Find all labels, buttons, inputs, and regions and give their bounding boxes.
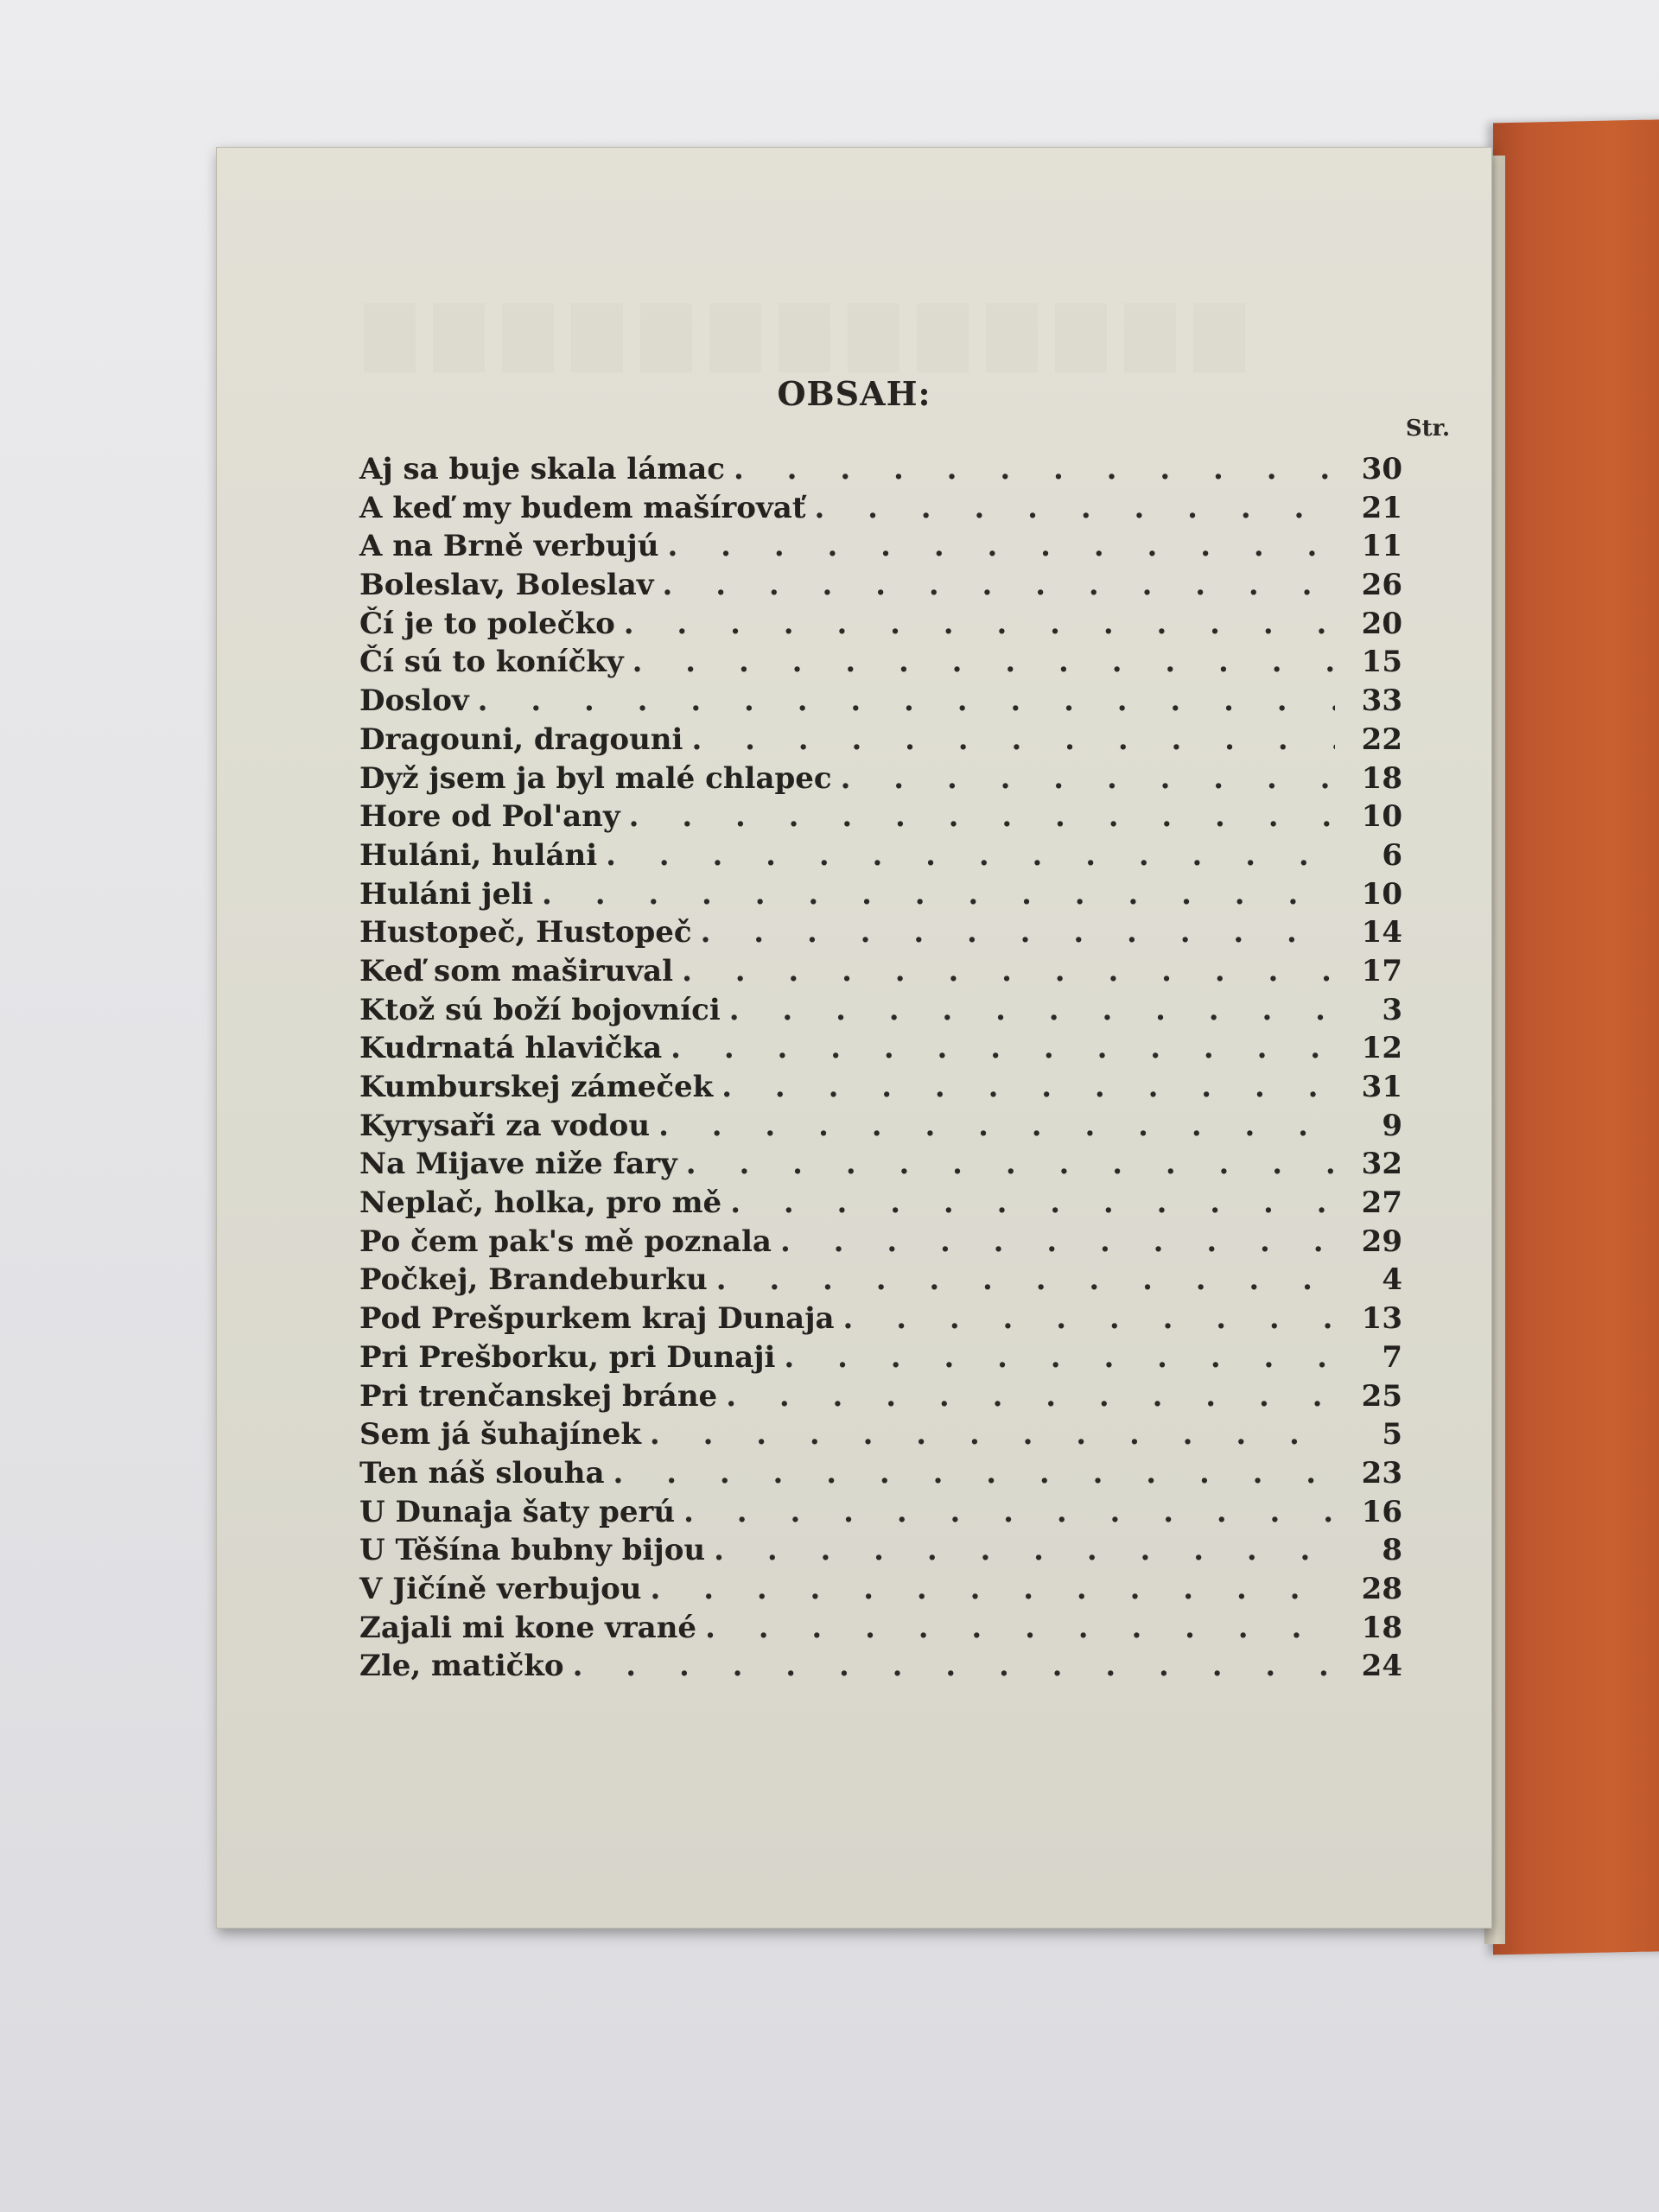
toc-entry-page: 31 (1361, 1070, 1402, 1104)
toc-leader-dots (841, 761, 1335, 796)
toc-leader-dots (682, 954, 1335, 988)
toc-entry-page: 32 (1361, 1147, 1402, 1182)
toc-leader-dots (734, 452, 1335, 486)
toc-entry-page: 17 (1361, 953, 1402, 988)
toc-entry (359, 1301, 1402, 1340)
toc-leader-dots (650, 1417, 1335, 1452)
toc-entry-page: 29 (1361, 1224, 1402, 1259)
toc-leader-dots (478, 683, 1335, 718)
toc-entry-title: Keď som maširuval (359, 953, 674, 988)
toc-entry-title: A keď my budem mašírovať (359, 490, 806, 525)
toc-entry (359, 915, 1402, 954)
toc-entry (359, 529, 1402, 568)
toc-entry-page: 30 (1361, 452, 1402, 486)
toc-entry-title: Sem já šuhajínek (359, 1417, 641, 1452)
toc-entry-page: 16 (1361, 1494, 1402, 1529)
toc-leader-dots (683, 1495, 1335, 1529)
toc-entry-page: 25 (1361, 1378, 1402, 1414)
toc-entry-page: 9 (1382, 1108, 1402, 1143)
toc-entry-title: Boleslav, Boleslav (359, 568, 654, 603)
toc-entry-page: 6 (1382, 837, 1402, 873)
toc-entry-page: 26 (1361, 568, 1402, 603)
toc-entry-page: 28 (1361, 1571, 1402, 1606)
toc-entry-page: 7 (1382, 1339, 1402, 1375)
toc-entry-title: Aj sa buje skala lámac (359, 452, 725, 486)
toc-leader-dots (705, 1611, 1335, 1645)
toc-leader-dots (624, 607, 1335, 641)
toc-entry-page: 21 (1361, 490, 1402, 525)
toc-entry-page: 23 (1361, 1455, 1402, 1491)
toc-entry (359, 1070, 1402, 1109)
toc-entry-page: 20 (1361, 606, 1402, 641)
toc-entry-title: Huláni jeli (359, 876, 534, 912)
toc-entry-page: 22 (1361, 721, 1402, 757)
toc-entry (359, 568, 1402, 607)
booklet-cover (1493, 119, 1659, 1955)
toc-entry-page: 4 (1382, 1262, 1402, 1298)
toc-entry (359, 799, 1402, 838)
toc-leader-dots (730, 1185, 1335, 1220)
toc-leader-dots (632, 645, 1335, 679)
toc-leader-dots (726, 1379, 1335, 1414)
toc-entry (359, 1262, 1402, 1301)
toc-entry (359, 683, 1402, 722)
toc-entry-page: 13 (1361, 1301, 1402, 1337)
toc-entry (359, 954, 1402, 993)
show-through-text (364, 303, 1254, 372)
toc-leader-dots (691, 722, 1335, 757)
page-column-label: Str. (1405, 416, 1450, 442)
toc-entry-title: Neplač, holka, pro mě (359, 1185, 722, 1221)
toc-entry-page: 12 (1361, 1031, 1402, 1066)
toc-entry (359, 1417, 1402, 1456)
toc-entry-page: 33 (1361, 683, 1402, 719)
toc-leader-dots (663, 568, 1335, 602)
toc-leader-dots (814, 491, 1335, 525)
toc-entry-page: 24 (1361, 1649, 1402, 1684)
toc-entry (359, 877, 1402, 916)
toc-entry-title: Na Mijave niže fary (359, 1147, 677, 1182)
toc-entry-title: Kumburskej zámeček (359, 1070, 714, 1104)
toc-entry-title: Dyž jsem ja byl malé chlapec (359, 760, 832, 796)
toc-entry-title: Zle, matičko (359, 1649, 564, 1684)
toc-entry (359, 1649, 1402, 1688)
toc-entry-page: 11 (1361, 529, 1402, 564)
booklet-page (216, 147, 1492, 1929)
toc-entry (359, 645, 1402, 683)
toc-leader-dots (667, 529, 1335, 563)
toc-leader-dots (714, 1533, 1335, 1567)
toc-entry-title: Pri Prešborku, pri Dunaji (359, 1339, 776, 1375)
toc-entry (359, 1147, 1402, 1185)
toc-leader-dots (658, 1109, 1335, 1143)
toc-leader-dots (629, 799, 1335, 834)
toc-entry-title: Po čem pak's mě poznala (359, 1224, 772, 1259)
toc-entry-page: 8 (1382, 1533, 1402, 1568)
toc-entry (359, 1533, 1402, 1572)
toc-entry (359, 838, 1402, 877)
toc-leader-dots (542, 877, 1335, 912)
toc-entry-page: 18 (1361, 1610, 1402, 1645)
toc-leader-dots (729, 993, 1335, 1027)
toc-entry-title: Doslov (359, 683, 469, 719)
toc-entry (359, 1031, 1402, 1070)
toc-entry-title: V Jičíně verbujou (359, 1571, 642, 1606)
toc-leader-dots (613, 1456, 1335, 1491)
toc-entry-page: 5 (1382, 1417, 1402, 1452)
toc-entry (359, 761, 1402, 800)
toc-entry-page: 10 (1361, 799, 1402, 835)
toc-entry (359, 993, 1402, 1032)
toc-entry (359, 1456, 1402, 1495)
toc-leader-dots (686, 1147, 1335, 1181)
toc-entry-page: 15 (1361, 645, 1402, 680)
toc-entry-title: Dragouni, dragouni (359, 721, 683, 757)
toc-entry-page: 14 (1361, 915, 1402, 950)
toc-entry (359, 1611, 1402, 1649)
toc-leader-dots (780, 1224, 1335, 1259)
toc-entry-title: Hustopeč, Hustopeč (359, 915, 692, 950)
toc-entry-title: Ten náš slouha (359, 1455, 605, 1491)
toc-entry (359, 1185, 1402, 1224)
toc-entry (359, 1340, 1402, 1379)
toc-entry-title: U Těšína bubny bijou (359, 1533, 706, 1568)
toc-leader-dots (716, 1262, 1335, 1297)
toc-entry-title: Čí je to polečko (359, 606, 615, 641)
toc-leader-dots (721, 1070, 1335, 1104)
toc-leader-dots (843, 1301, 1335, 1336)
toc-entry-page: 10 (1361, 876, 1402, 912)
toc-entry (359, 1109, 1402, 1147)
toc-entry-title: Kyrysaři za vodou (359, 1108, 651, 1143)
toc-entry-title: Pod Prešpurkem kraj Dunaja (359, 1301, 835, 1337)
toc-entry-title: Hore od Pol'any (359, 799, 620, 835)
toc-entry (359, 1495, 1402, 1534)
toc-entry-page: 18 (1361, 760, 1402, 796)
toc-entry (359, 607, 1402, 645)
toc-leader-dots (651, 1572, 1335, 1606)
toc-entry (359, 491, 1402, 530)
toc-entry-title: Huláni, huláni (359, 837, 598, 873)
toc-entry-title: Ktož sú boží bojovníci (359, 992, 721, 1027)
toc-leader-dots (671, 1031, 1335, 1065)
toc-entry-title: Pri trenčanskej bráne (359, 1378, 718, 1414)
toc-entry (359, 722, 1402, 761)
page-title: OBSAH: (777, 374, 931, 413)
toc-entry-title: A na Brně verbujú (359, 529, 659, 564)
table-of-contents (359, 452, 1402, 1688)
toc-entry-title: Kudrnatá hlavička (359, 1031, 663, 1066)
toc-entry-title: Počkej, Brandeburku (359, 1262, 708, 1298)
toc-entry-title: Čí sú to koníčky (359, 645, 624, 680)
toc-entry-page: 27 (1361, 1185, 1402, 1221)
toc-entry (359, 1224, 1402, 1263)
toc-leader-dots (784, 1340, 1335, 1375)
toc-entry (359, 1379, 1402, 1418)
toc-entry (359, 1572, 1402, 1611)
toc-leader-dots (701, 915, 1335, 950)
toc-leader-dots (573, 1649, 1335, 1683)
toc-entry-title: U Dunaja šaty perú (359, 1494, 676, 1529)
toc-entry-title: Zajali mi kone vrané (359, 1610, 697, 1645)
toc-leader-dots (606, 838, 1335, 873)
toc-entry-page: 3 (1382, 992, 1402, 1027)
toc-entry (359, 452, 1402, 491)
